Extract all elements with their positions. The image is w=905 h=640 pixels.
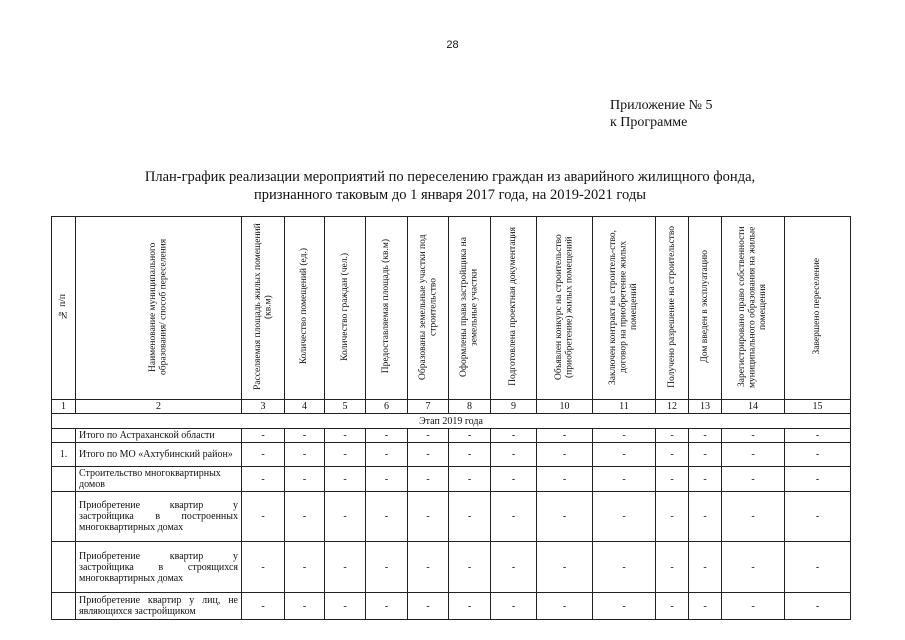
header-cell: Объявлен конкурс на строительство (приобретение) жилых помещений bbox=[537, 217, 593, 400]
value-cell: - bbox=[689, 467, 722, 492]
appendix-line-2: к Программе bbox=[610, 115, 688, 130]
appendix-caption bbox=[610, 97, 713, 131]
column-number: 4 bbox=[285, 400, 325, 414]
value-cell: - bbox=[242, 492, 285, 542]
value-cell: - bbox=[366, 443, 408, 467]
value-cell: - bbox=[449, 467, 491, 492]
value-cell: - bbox=[785, 443, 851, 467]
row-number: 1. bbox=[52, 443, 76, 467]
column-number: 12 bbox=[656, 400, 689, 414]
value-cell: - bbox=[325, 429, 366, 443]
value-cell: - bbox=[491, 443, 537, 467]
value-cell: - bbox=[656, 492, 689, 542]
value-cell: - bbox=[689, 593, 722, 620]
header-cell: Заключен контракт на строитель-ство, договор на приобретение жилых помещений bbox=[593, 217, 656, 400]
value-cell: - bbox=[593, 467, 656, 492]
value-cell: - bbox=[449, 429, 491, 443]
value-cell: - bbox=[656, 443, 689, 467]
value-cell: - bbox=[408, 542, 449, 593]
title-line-1: План-график реализации мероприятий по переселению граждан из аварийного жилищного фонда, bbox=[144, 169, 756, 185]
row-number bbox=[52, 593, 76, 620]
header-cell: Завершено переселение bbox=[785, 217, 851, 400]
value-cell: - bbox=[537, 542, 593, 593]
schedule-table bbox=[51, 216, 851, 620]
value-cell: - bbox=[366, 467, 408, 492]
value-cell: - bbox=[325, 492, 366, 542]
header-cell: № п/п bbox=[52, 217, 76, 400]
value-cell: - bbox=[722, 429, 785, 443]
table-row bbox=[52, 593, 851, 620]
column-number: 13 bbox=[689, 400, 722, 414]
row-number bbox=[52, 429, 76, 443]
table-row bbox=[52, 542, 851, 593]
value-cell: - bbox=[722, 542, 785, 593]
value-cell: - bbox=[366, 593, 408, 620]
value-cell: - bbox=[689, 429, 722, 443]
header-cell: Количество граждан (чел.) bbox=[325, 217, 366, 400]
column-number: 8 bbox=[449, 400, 491, 414]
column-number: 3 bbox=[242, 400, 285, 414]
value-cell: - bbox=[722, 467, 785, 492]
value-cell: - bbox=[408, 443, 449, 467]
value-cell: - bbox=[656, 542, 689, 593]
value-cell: - bbox=[722, 593, 785, 620]
value-cell: - bbox=[242, 429, 285, 443]
value-cell: - bbox=[325, 542, 366, 593]
value-cell: - bbox=[449, 593, 491, 620]
row-name: Приобретение квартир у застройщика в строящихся многоквартирных домах bbox=[76, 542, 242, 593]
value-cell: - bbox=[242, 443, 285, 467]
column-number: 14 bbox=[722, 400, 785, 414]
stage-label: Этап 2019 года bbox=[52, 414, 851, 429]
header-cell: Количество помещений (ед.) bbox=[285, 217, 325, 400]
document-title bbox=[40, 168, 860, 204]
value-cell: - bbox=[593, 593, 656, 620]
value-cell: - bbox=[785, 542, 851, 593]
value-cell: - bbox=[325, 443, 366, 467]
value-cell: - bbox=[242, 593, 285, 620]
row-name: Строительство многоквартирных домов bbox=[76, 467, 242, 492]
row-name: Приобретение квартир у лиц, не являющихся застройщиком bbox=[76, 593, 242, 620]
appendix-line-1: Приложение № 5 bbox=[610, 98, 713, 113]
column-number: 7 bbox=[408, 400, 449, 414]
value-cell: - bbox=[285, 443, 325, 467]
header-row bbox=[52, 217, 851, 400]
value-cell: - bbox=[537, 593, 593, 620]
value-cell: - bbox=[366, 429, 408, 443]
value-cell: - bbox=[408, 593, 449, 620]
value-cell: - bbox=[408, 467, 449, 492]
value-cell: - bbox=[325, 593, 366, 620]
row-name: Итого по Астраханской области bbox=[76, 429, 242, 443]
header-cell: Получено разрешение на строительство bbox=[656, 217, 689, 400]
value-cell: - bbox=[537, 492, 593, 542]
value-cell: - bbox=[656, 593, 689, 620]
header-cell: Дом введен в эксплуатацию bbox=[689, 217, 722, 400]
row-number bbox=[52, 542, 76, 593]
header-cell: Наименование муниципального образования/ способ переселения bbox=[76, 217, 242, 400]
column-number: 2 bbox=[76, 400, 242, 414]
value-cell: - bbox=[366, 492, 408, 542]
header-cell: Зарегистрировано право собственности муниципального образования на жилые помещения bbox=[722, 217, 785, 400]
column-number: 11 bbox=[593, 400, 656, 414]
header-cell: Расселяемая площадь жилых помещений (кв.м) bbox=[242, 217, 285, 400]
value-cell: - bbox=[656, 467, 689, 492]
row-name: Приобретение квартир у застройщика в построенных многоквартирных домах bbox=[76, 492, 242, 542]
value-cell: - bbox=[285, 429, 325, 443]
value-cell: - bbox=[491, 593, 537, 620]
value-cell: - bbox=[689, 542, 722, 593]
value-cell: - bbox=[285, 542, 325, 593]
value-cell: - bbox=[408, 429, 449, 443]
value-cell: - bbox=[285, 593, 325, 620]
table-row bbox=[52, 467, 851, 492]
title-line-2: признанного таковым до 1 января 2017 года, на 2019-2021 годы bbox=[254, 187, 646, 203]
value-cell: - bbox=[242, 467, 285, 492]
table-row bbox=[52, 443, 851, 467]
page-number: 28 bbox=[446, 39, 459, 51]
value-cell: - bbox=[785, 593, 851, 620]
value-cell: - bbox=[722, 492, 785, 542]
value-cell: - bbox=[491, 492, 537, 542]
value-cell: - bbox=[785, 492, 851, 542]
value-cell: - bbox=[366, 542, 408, 593]
value-cell: - bbox=[656, 429, 689, 443]
row-number bbox=[52, 467, 76, 492]
row-number bbox=[52, 492, 76, 542]
value-cell: - bbox=[491, 467, 537, 492]
value-cell: - bbox=[593, 429, 656, 443]
value-cell: - bbox=[593, 443, 656, 467]
value-cell: - bbox=[537, 467, 593, 492]
header-cell: Оформлены права застройщика на земельные участки bbox=[449, 217, 491, 400]
value-cell: - bbox=[689, 492, 722, 542]
value-cell: - bbox=[689, 443, 722, 467]
column-number: 15 bbox=[785, 400, 851, 414]
table-row bbox=[52, 429, 851, 443]
column-number: 10 bbox=[537, 400, 593, 414]
value-cell: - bbox=[537, 443, 593, 467]
stage-row bbox=[52, 414, 851, 429]
value-cell: - bbox=[242, 542, 285, 593]
column-number: 9 bbox=[491, 400, 537, 414]
column-number-row bbox=[52, 400, 851, 414]
value-cell: - bbox=[449, 542, 491, 593]
header-cell: Образованы земельные участки под строительство bbox=[408, 217, 449, 400]
value-cell: - bbox=[285, 467, 325, 492]
column-number: 6 bbox=[366, 400, 408, 414]
value-cell: - bbox=[491, 542, 537, 593]
value-cell: - bbox=[537, 429, 593, 443]
value-cell: - bbox=[285, 492, 325, 542]
header-cell: Предоставляемая площадь (кв.м) bbox=[366, 217, 408, 400]
value-cell: - bbox=[785, 429, 851, 443]
value-cell: - bbox=[491, 429, 537, 443]
row-name: Итого по МО «Ахтубинский район» bbox=[76, 443, 242, 467]
table-row bbox=[52, 492, 851, 542]
column-number: 5 bbox=[325, 400, 366, 414]
value-cell: - bbox=[593, 492, 656, 542]
value-cell: - bbox=[325, 467, 366, 492]
header-cell: Подготовлена проектная документация bbox=[491, 217, 537, 400]
column-number: 1 bbox=[52, 400, 76, 414]
value-cell: - bbox=[408, 492, 449, 542]
value-cell: - bbox=[449, 443, 491, 467]
value-cell: - bbox=[785, 467, 851, 492]
value-cell: - bbox=[449, 492, 491, 542]
value-cell: - bbox=[593, 542, 656, 593]
value-cell: - bbox=[722, 443, 785, 467]
